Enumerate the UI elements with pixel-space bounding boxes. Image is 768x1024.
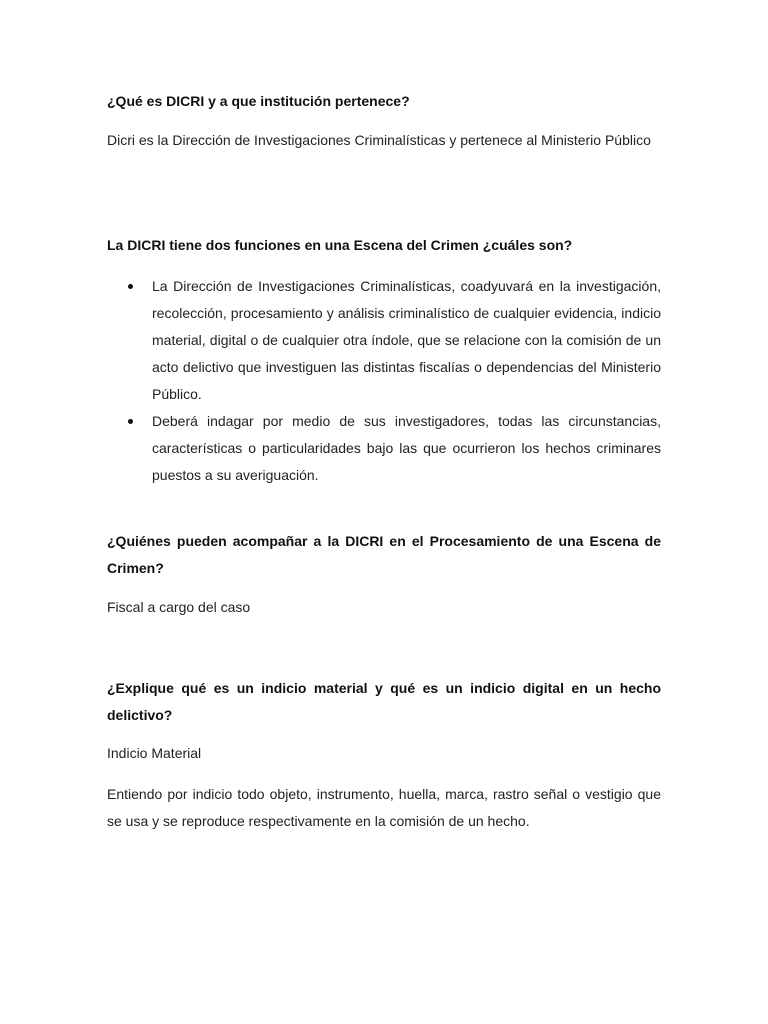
bullet-icon bbox=[128, 284, 133, 289]
answer-4-heading: Indicio Material bbox=[107, 745, 202, 761]
question-2: La DICRI tiene dos funciones en una Escena del Crimen ¿cuáles son? bbox=[107, 237, 573, 253]
answer-4-text: Entiendo por indicio todo objeto, instrumento, huella, marca, rastro señal o vestigio que se usa y se reproduce respectivamente en la comisión de un hecho. bbox=[107, 786, 661, 829]
answer-1: Dicri es la Dirección de Investigaciones Criminalísticas y pertenece al Ministerio Público bbox=[107, 132, 651, 148]
question-3: ¿Quiénes pueden acompañar a la DICRI en el Procesamiento de una Escena de Crimen? bbox=[107, 533, 661, 576]
answer-3: Fiscal a cargo del caso bbox=[107, 599, 251, 615]
list-item-text: La Dirección de Investigaciones Criminalísticas, coadyuvará en la investigación, recolección, procesamiento y análisis criminalístico de cualquier evidencia, indicio material, digital o de cualquier otra índole, que se relacione con la comisión de un acto delictivo que investiguen las distintas fiscalías o dependencias del Ministerio Público. bbox=[152, 278, 661, 402]
list-item bbox=[107, 273, 661, 408]
question-4: ¿Explique qué es un indicio material y qué es un indicio digital en un hecho delictivo? bbox=[107, 680, 661, 723]
bullet-icon bbox=[128, 419, 133, 424]
question-1: ¿Qué es DICRI y a que institución pertenece? bbox=[107, 93, 410, 109]
functions-list bbox=[107, 273, 661, 489]
list-item bbox=[107, 408, 661, 489]
list-item-text: Deberá indagar por medio de sus investigadores, todas las circunstancias, características o particularidades bajo las que ocurrieron los hechos criminares puestos a su averiguación. bbox=[152, 413, 661, 483]
